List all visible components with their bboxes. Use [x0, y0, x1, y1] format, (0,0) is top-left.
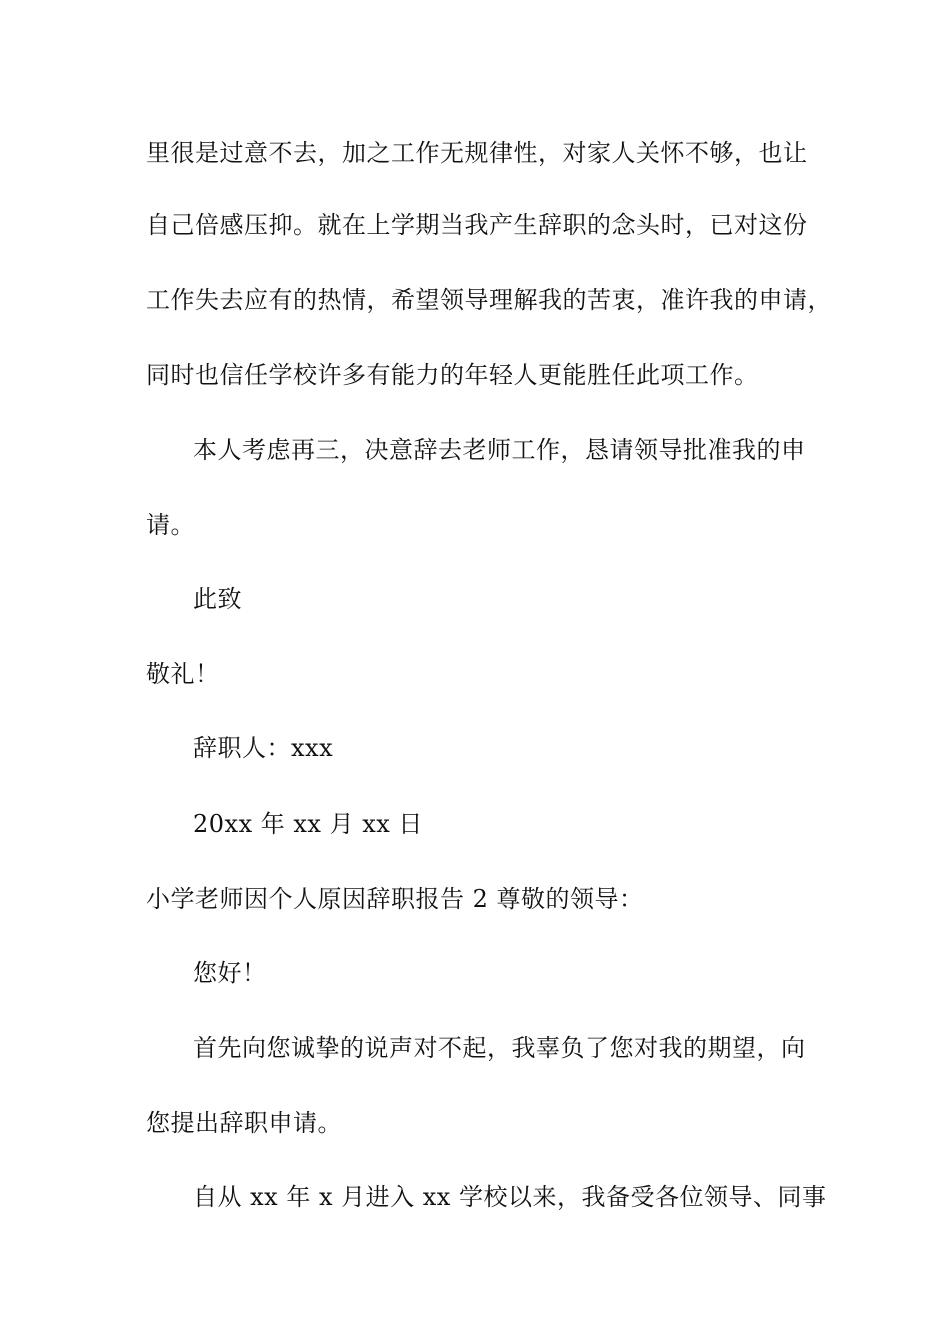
salutation-line: 敬礼！ [146, 660, 220, 688]
paragraph-line: 工作失去应有的热情，希望领导理解我的苦衷，准许我的申请， [146, 286, 832, 314]
paragraph-line: 自己倍感压抑。就在上学期当我产生辞职的念头时，已对这份 [146, 211, 808, 239]
paragraph-line: 首先向您诚挚的说声对不起，我辜负了您对我的期望，向 [193, 1034, 806, 1062]
paragraph-line: 您提出辞职申请。 [146, 1109, 342, 1137]
greeting-line: 您好！ [193, 959, 267, 987]
paragraph-line: 自从 xx 年 x 月进入 xx 学校以来，我备受各位领导、同事 [193, 1183, 827, 1211]
paragraph-line: 同时也信任学校许多有能力的年轻人更能胜任此项工作。 [146, 361, 759, 389]
signature-line: 辞职人：xxx [193, 734, 334, 762]
paragraph-line: 本人考虑再三，决意辞去老师工作，恳请领导批准我的申 [193, 436, 806, 464]
section-heading: 小学老师因个人原因辞职报告 2 尊敬的领导： [146, 885, 644, 913]
paragraph-line: 请。 [146, 511, 195, 539]
salutation-line: 此致 [193, 585, 242, 613]
date-line: 20xx 年 xx 月 xx 日 [193, 810, 423, 838]
paragraph-line: 里很是过意不去，加之工作无规律性，对家人关怀不够，也让 [146, 139, 808, 167]
